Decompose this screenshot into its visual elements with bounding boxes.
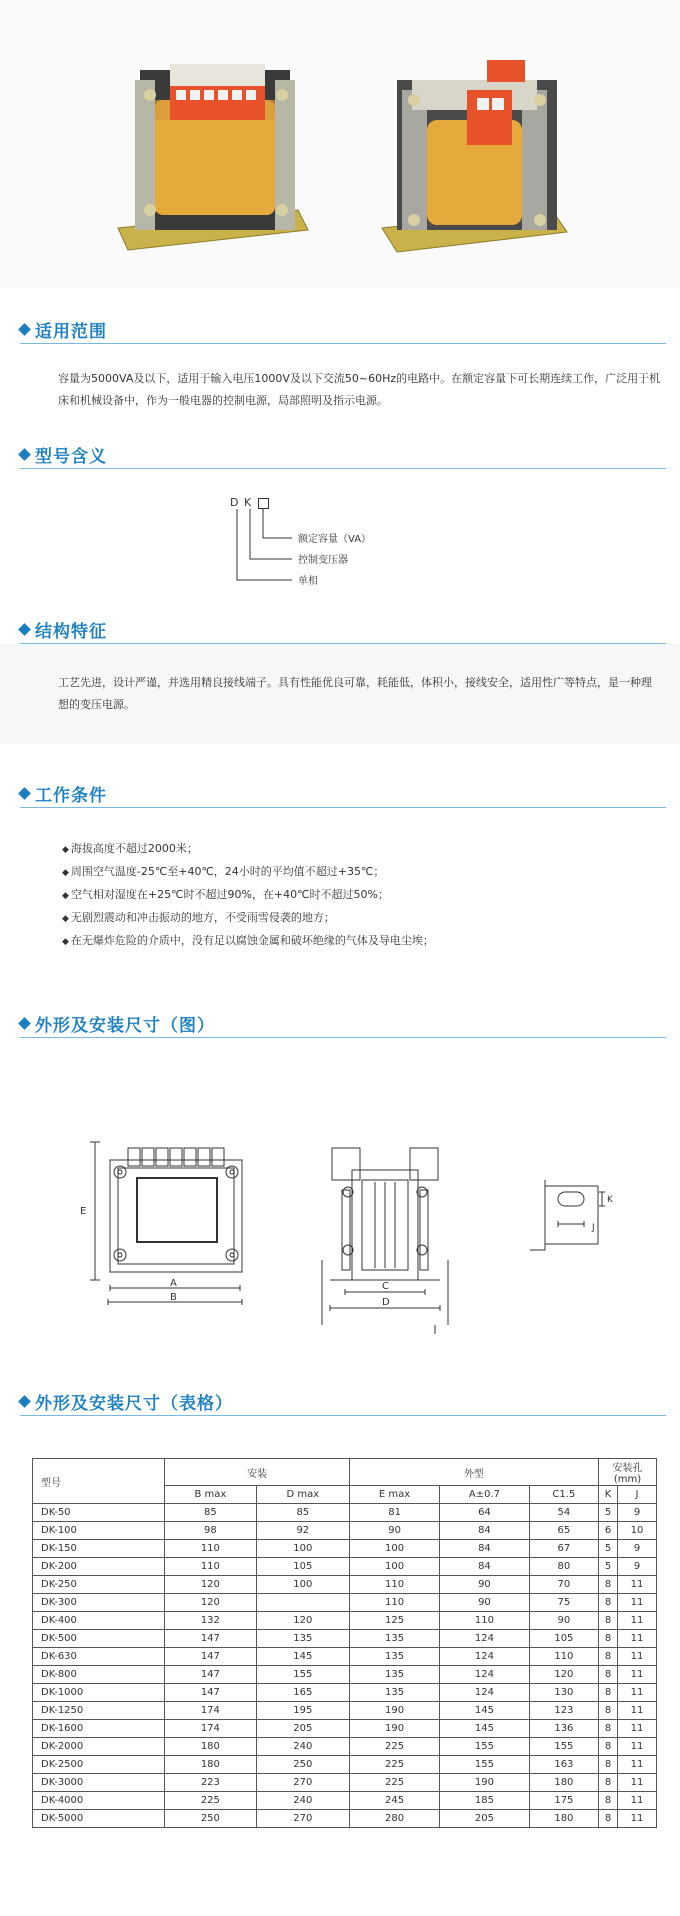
model-cell: DK-2500 <box>33 1756 165 1774</box>
model-cell: DK-1600 <box>33 1720 165 1738</box>
value-cell: 155 <box>440 1738 530 1756</box>
value-cell: 8 <box>599 1576 618 1594</box>
value-cell: 8 <box>599 1702 618 1720</box>
table-row <box>33 1558 657 1576</box>
value-cell: 8 <box>599 1684 618 1702</box>
model-cell: DK-1000 <box>33 1684 165 1702</box>
value-cell: 155 <box>529 1738 598 1756</box>
value-cell: 165 <box>256 1684 349 1702</box>
value-cell: 11 <box>618 1774 657 1792</box>
value-cell: 84 <box>440 1522 530 1540</box>
section-heading-scope <box>20 316 107 342</box>
value-cell: 10 <box>618 1522 657 1540</box>
value-cell: 135 <box>350 1666 440 1684</box>
value-cell: 280 <box>350 1810 440 1828</box>
section-title: 适用范围 <box>35 321 107 342</box>
model-cell: DK-50 <box>33 1504 165 1522</box>
value-cell: 135 <box>350 1630 440 1648</box>
value-cell: 190 <box>350 1720 440 1738</box>
model-cell: DK-300 <box>33 1594 165 1612</box>
value-cell: 110 <box>529 1648 598 1666</box>
value-cell: 124 <box>440 1648 530 1666</box>
col-header-e: E max <box>350 1486 440 1504</box>
value-cell: 124 <box>440 1630 530 1648</box>
value-cell: 100 <box>256 1540 349 1558</box>
table-row <box>33 1774 657 1792</box>
dim-label-D: D <box>382 1297 390 1308</box>
value-cell: 81 <box>350 1504 440 1522</box>
value-cell: 5 <box>599 1504 618 1522</box>
model-cell: DK-3000 <box>33 1774 165 1792</box>
value-cell: 225 <box>165 1792 256 1810</box>
value-cell: 70 <box>529 1576 598 1594</box>
transformer-photo-right <box>372 60 572 260</box>
table-row <box>33 1594 657 1612</box>
value-cell: 185 <box>440 1792 530 1810</box>
dim-label-A: A <box>170 1278 177 1289</box>
section-heading-table <box>20 1388 233 1414</box>
value-cell: 270 <box>256 1810 349 1828</box>
col-header-j: J <box>618 1486 657 1504</box>
value-cell: 11 <box>618 1630 657 1648</box>
value-cell: 205 <box>440 1810 530 1828</box>
value-cell: 147 <box>165 1648 256 1666</box>
diamond-bullet-icon <box>18 323 31 336</box>
value-cell: 8 <box>599 1666 618 1684</box>
section-title: 结构特征 <box>35 621 107 642</box>
model-label-phase: 单相 <box>298 576 318 587</box>
mounting-slot-detail <box>530 1180 605 1250</box>
value-cell: 240 <box>256 1738 349 1756</box>
value-cell: 174 <box>165 1720 256 1738</box>
value-cell: 8 <box>599 1612 618 1630</box>
value-cell: 8 <box>599 1738 618 1756</box>
value-cell: 136 <box>529 1720 598 1738</box>
value-cell: 155 <box>440 1756 530 1774</box>
value-cell: 174 <box>165 1702 256 1720</box>
value-cell: 64 <box>440 1504 530 1522</box>
value-cell: 250 <box>256 1756 349 1774</box>
condition-item: ◆ 周围空气温度-25℃至+40℃，24小时的平均值不超过+35℃； <box>62 861 434 884</box>
product-photo-area <box>0 0 680 288</box>
value-cell: 9 <box>618 1504 657 1522</box>
col-header-c: C1.5 <box>529 1486 598 1504</box>
table-row <box>33 1666 657 1684</box>
value-cell: 84 <box>440 1540 530 1558</box>
value-cell: 90 <box>440 1576 530 1594</box>
value-cell: 8 <box>599 1774 618 1792</box>
value-cell: 6 <box>599 1522 618 1540</box>
value-cell: 100 <box>256 1576 349 1594</box>
value-cell: 8 <box>599 1720 618 1738</box>
value-cell: 8 <box>599 1792 618 1810</box>
value-cell: 5 <box>599 1558 618 1576</box>
value-cell: 11 <box>618 1792 657 1810</box>
table-row <box>33 1576 657 1594</box>
value-cell: 11 <box>618 1720 657 1738</box>
col-header-a: A±0.7 <box>440 1486 530 1504</box>
value-cell: 245 <box>350 1792 440 1810</box>
value-cell: 9 <box>618 1558 657 1576</box>
value-cell: 8 <box>599 1630 618 1648</box>
value-cell: 8 <box>599 1810 618 1828</box>
dim-label-J: J <box>592 1223 595 1233</box>
model-cell: DK-250 <box>33 1576 165 1594</box>
value-cell: 90 <box>440 1594 530 1612</box>
model-cell: DK-630 <box>33 1648 165 1666</box>
value-cell: 205 <box>256 1720 349 1738</box>
table-row <box>33 1702 657 1720</box>
value-cell: 120 <box>256 1612 349 1630</box>
table-row <box>33 1756 657 1774</box>
value-cell: 11 <box>618 1612 657 1630</box>
value-cell: 175 <box>529 1792 598 1810</box>
value-cell <box>256 1594 349 1612</box>
col-group-install: 安装 <box>165 1459 350 1486</box>
diamond-bullet-icon <box>18 787 31 800</box>
model-cell: DK-800 <box>33 1666 165 1684</box>
value-cell: 11 <box>618 1684 657 1702</box>
front-view <box>90 1142 242 1305</box>
value-cell: 132 <box>165 1612 256 1630</box>
value-cell: 9 <box>618 1540 657 1558</box>
model-cell: DK-4000 <box>33 1792 165 1810</box>
value-cell: 147 <box>165 1666 256 1684</box>
model-cell: DK-2000 <box>33 1738 165 1756</box>
section-divider <box>20 1415 666 1416</box>
table-row <box>33 1504 657 1522</box>
table-row <box>33 1630 657 1648</box>
model-label-type: 控制变压器 <box>298 555 348 566</box>
value-cell: 223 <box>165 1774 256 1792</box>
table-row <box>33 1810 657 1828</box>
model-cell: DK-400 <box>33 1612 165 1630</box>
value-cell: 225 <box>350 1774 440 1792</box>
value-cell: 147 <box>165 1684 256 1702</box>
col-header-b: B max <box>165 1486 256 1504</box>
value-cell: 135 <box>256 1630 349 1648</box>
model-code: D K <box>230 496 253 509</box>
diamond-bullet-icon <box>18 623 31 636</box>
diamond-bullet-icon <box>18 1395 31 1408</box>
section-title: 外形及安装尺寸（表格） <box>35 1393 233 1414</box>
value-cell: 110 <box>165 1540 256 1558</box>
value-cell: 155 <box>256 1666 349 1684</box>
value-cell: 85 <box>165 1504 256 1522</box>
section-heading-drawing <box>20 1010 215 1036</box>
condition-item: ◆ 无剧烈震动和冲击振动的地方，不受雨雪侵袭的地方； <box>62 907 434 930</box>
col-header-d: D max <box>256 1486 349 1504</box>
section-heading-model <box>20 441 107 467</box>
value-cell: 100 <box>350 1558 440 1576</box>
condition-item: ◆ 空气相对湿度在+25℃时不超过90%，在+40℃时不超过50%； <box>62 884 434 907</box>
value-cell: 145 <box>440 1702 530 1720</box>
value-cell: 147 <box>165 1630 256 1648</box>
value-cell: 8 <box>599 1756 618 1774</box>
value-cell: 105 <box>256 1558 349 1576</box>
section-divider <box>20 343 666 344</box>
value-cell: 124 <box>440 1684 530 1702</box>
section-divider <box>20 468 666 469</box>
value-cell: 11 <box>618 1810 657 1828</box>
value-cell: 123 <box>529 1702 598 1720</box>
diamond-bullet-icon <box>18 1017 31 1030</box>
col-group-shape: 外型 <box>350 1459 599 1486</box>
dim-label-E: E <box>80 1206 87 1217</box>
dim-label-K: K <box>607 1195 613 1205</box>
model-cell: DK-500 <box>33 1630 165 1648</box>
col-header-k: K <box>599 1486 618 1504</box>
value-cell: 145 <box>440 1720 530 1738</box>
model-cell: DK-150 <box>33 1540 165 1558</box>
value-cell: 180 <box>165 1738 256 1756</box>
value-cell: 105 <box>529 1630 598 1648</box>
value-cell: 85 <box>256 1504 349 1522</box>
model-cell: DK-5000 <box>33 1810 165 1828</box>
col-group-holes: 安装孔(mm) <box>599 1459 657 1486</box>
value-cell: 120 <box>165 1594 256 1612</box>
diamond-bullet-icon <box>18 448 31 461</box>
section-divider <box>20 807 666 808</box>
table-row <box>33 1522 657 1540</box>
value-cell: 90 <box>350 1522 440 1540</box>
value-cell: 240 <box>256 1792 349 1810</box>
section-title: 型号含义 <box>35 446 107 467</box>
value-cell: 54 <box>529 1504 598 1522</box>
model-code-diagram <box>230 496 430 596</box>
value-cell: 110 <box>350 1594 440 1612</box>
value-cell: 84 <box>440 1558 530 1576</box>
transformer-photo-left <box>110 60 310 260</box>
section-heading-conditions <box>20 780 107 806</box>
value-cell: 270 <box>256 1774 349 1792</box>
value-cell: 11 <box>618 1702 657 1720</box>
value-cell: 135 <box>350 1684 440 1702</box>
table-row <box>33 1648 657 1666</box>
section-heading-structure <box>20 616 107 642</box>
table-row <box>33 1612 657 1630</box>
value-cell: 225 <box>350 1738 440 1756</box>
table-group-header-row <box>33 1459 657 1486</box>
model-cell: DK-1250 <box>33 1702 165 1720</box>
value-cell: 8 <box>599 1648 618 1666</box>
section-divider <box>20 1037 666 1038</box>
value-cell: 135 <box>350 1648 440 1666</box>
dimensions-table <box>32 1458 657 1828</box>
value-cell: 80 <box>529 1558 598 1576</box>
value-cell: 11 <box>618 1648 657 1666</box>
value-cell: 120 <box>165 1576 256 1594</box>
value-cell: 90 <box>529 1612 598 1630</box>
model-cell: DK-100 <box>33 1522 165 1540</box>
condition-item: ◆ 在无爆炸危险的介质中，没有足以腐蚀金属和破坏绝缘的气体及导电尘埃； <box>62 930 434 953</box>
value-cell: 124 <box>440 1666 530 1684</box>
section-title: 工作条件 <box>35 785 107 806</box>
value-cell: 75 <box>529 1594 598 1612</box>
structure-text: 工艺先进，设计严谨，并选用精良接线端子。具有性能优良可靠，耗能低，体积小，接线安全，适用性广等特点，是一种理想的变压电源。 <box>58 676 652 711</box>
model-code-leader-lines <box>230 496 430 596</box>
value-cell: 225 <box>350 1756 440 1774</box>
value-cell: 110 <box>350 1576 440 1594</box>
table-row <box>33 1684 657 1702</box>
value-cell: 92 <box>256 1522 349 1540</box>
value-cell: 65 <box>529 1522 598 1540</box>
condition-item: ◆ 海拔高度不超过2000米； <box>62 838 434 861</box>
section-title: 外形及安装尺寸（图） <box>35 1015 215 1036</box>
value-cell: 110 <box>165 1558 256 1576</box>
value-cell: 145 <box>256 1648 349 1666</box>
dim-label-C: C <box>382 1281 389 1292</box>
table-row <box>33 1540 657 1558</box>
model-label-capacity: 额定容量（VA） <box>298 534 372 545</box>
value-cell: 100 <box>350 1540 440 1558</box>
value-cell: 190 <box>350 1702 440 1720</box>
value-cell: 11 <box>618 1576 657 1594</box>
value-cell: 8 <box>599 1594 618 1612</box>
value-cell: 11 <box>618 1738 657 1756</box>
value-cell: 67 <box>529 1540 598 1558</box>
value-cell: 98 <box>165 1522 256 1540</box>
value-cell: 180 <box>165 1756 256 1774</box>
conditions-list <box>62 838 434 953</box>
table-row <box>33 1792 657 1810</box>
dim-label-B: B <box>170 1292 177 1303</box>
dimension-drawing <box>0 1120 680 1380</box>
table-row <box>33 1720 657 1738</box>
value-cell: 11 <box>618 1756 657 1774</box>
value-cell: 11 <box>618 1594 657 1612</box>
value-cell: 195 <box>256 1702 349 1720</box>
value-cell: 250 <box>165 1810 256 1828</box>
value-cell: 180 <box>529 1774 598 1792</box>
value-cell: 110 <box>440 1612 530 1630</box>
value-cell: 163 <box>529 1756 598 1774</box>
scope-text: 容量为5000VA及以下，适用于输入电压1000V及以下交流50~60Hz的电路中。在额定容量下可长期连续工作，广泛用于机床和机械设备中，作为一般电器的控制电源，局部照明及指示电源。 <box>58 372 661 407</box>
value-cell: 5 <box>599 1540 618 1558</box>
value-cell: 180 <box>529 1810 598 1828</box>
table-row <box>33 1738 657 1756</box>
col-header-model: 型号 <box>33 1459 165 1504</box>
value-cell: 190 <box>440 1774 530 1792</box>
value-cell: 120 <box>529 1666 598 1684</box>
value-cell: 11 <box>618 1666 657 1684</box>
model-cell: DK-200 <box>33 1558 165 1576</box>
value-cell: 130 <box>529 1684 598 1702</box>
value-cell: 125 <box>350 1612 440 1630</box>
